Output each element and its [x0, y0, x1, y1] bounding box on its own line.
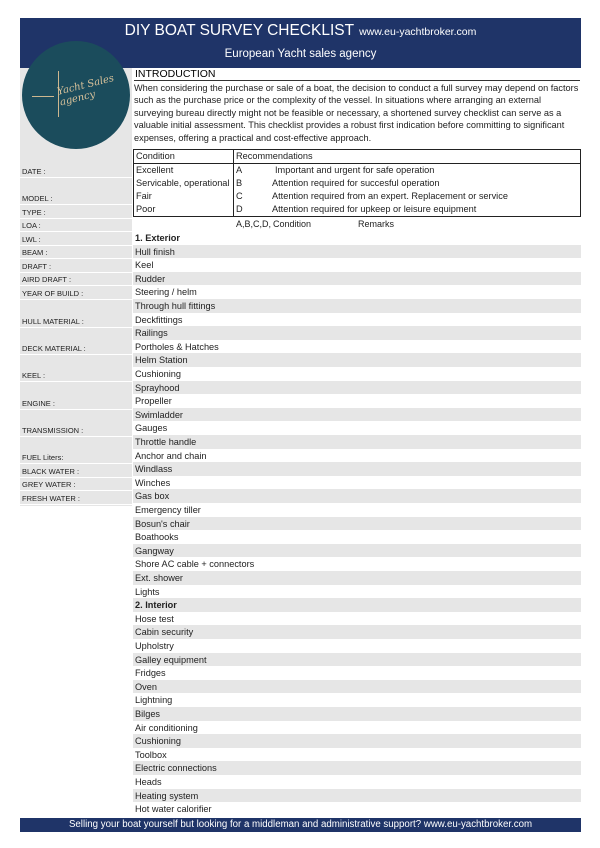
vessel-field-label: LOA : — [20, 219, 132, 232]
checklist-item: Upholstry — [135, 641, 174, 651]
vessel-field-label: TYPE : — [20, 206, 132, 219]
recommendation-text: Attention required for upkeep or leisure equipment — [272, 204, 477, 214]
condition-label: Fair — [136, 191, 152, 201]
checklist-item: Through hull fittings — [133, 299, 581, 313]
checklist-item: Portholes & Hatches — [135, 341, 219, 352]
document-title — [20, 22, 581, 40]
recommendation-code: D — [236, 204, 243, 214]
condition-label: Poor — [136, 204, 156, 214]
table-header-divider — [134, 163, 580, 164]
vessel-field-label: HULL MATERIAL : — [20, 315, 132, 328]
recommendation-code: A — [236, 165, 243, 175]
vessel-field-label: BLACK WATER : — [20, 465, 132, 478]
checklist-item: Ext. shower — [133, 571, 581, 585]
condition-label: Servicable, operational — [136, 178, 230, 188]
checklist-item: Heating system — [133, 789, 581, 803]
recommendation-text: Attention required from an expert. Replacement or service — [272, 191, 508, 201]
condition-label: Excellent — [136, 165, 174, 175]
vessel-field-label: DRAFT : — [20, 260, 132, 273]
logo-script-text: Yacht Sales agency — [56, 73, 116, 109]
recommendation-text: Important and urgent for safe operation — [275, 165, 435, 175]
checklist-item: Gas box — [133, 489, 581, 503]
vessel-field-label: KEEL : — [20, 369, 132, 382]
checklist-item: Galley equipment — [133, 653, 581, 667]
checklist-item: Anchor and chain — [135, 450, 207, 461]
vessel-field-label: GREY WATER : — [20, 478, 132, 491]
checklist-item: Keel — [135, 260, 154, 271]
intro-heading: INTRODUCTION — [135, 68, 216, 80]
condition-header: Condition — [136, 151, 175, 161]
vessel-field-label: AIRD DRAFT : — [20, 273, 132, 286]
checklist-item: Hot water calorifier — [135, 804, 212, 815]
checklist-item: Rudder — [133, 272, 581, 286]
checklist-item: Swimladder — [133, 408, 581, 422]
checklist-item: Deckfittings — [135, 314, 183, 325]
checklist-item: Hose test — [135, 613, 174, 624]
intro-divider — [134, 80, 580, 81]
checklist-item: Cushioning — [135, 369, 181, 379]
recommendation-code: C — [236, 191, 243, 201]
intro-text: When considering the purchase or sale of a boat, the decision to conduct a full survey may depend on factors such as the purchase price or the complexity of the vessel. In situations where arranging an external surveying bureau directly might not be feasible or necessary, a shortened survey checklist can serve as a valuable initial assessment. This checklist provides a robust first indication before committing to significant expenses, offering a practical and cost-effective approach. — [134, 83, 579, 143]
checklist-item: Gangway — [133, 544, 581, 558]
checklist-item: Electric connections — [133, 761, 581, 775]
checklist-item: Railings — [133, 326, 581, 340]
checklist-item: Toolbox — [135, 749, 167, 760]
recommendation-code: B — [236, 178, 243, 188]
title-text: DIY BOAT SURVEY CHECKLIST — [124, 22, 355, 39]
company-logo — [22, 41, 130, 149]
codes-column-header: A,B,C,D, — [236, 219, 272, 229]
vessel-field-label: BEAM : — [20, 246, 132, 259]
vessel-field-label: DATE : — [20, 165, 132, 178]
vessel-field-label: MODEL : — [20, 192, 132, 205]
checklist-section-heading: 2. Interior — [133, 598, 581, 612]
checklist-item: Bilges — [133, 707, 581, 721]
vessel-field-label: FUEL Liters: — [20, 451, 132, 464]
checklist-item: Cabin security — [133, 625, 581, 639]
vessel-field-label: FRESH WATER : — [20, 492, 132, 505]
checklist-item: Sprayhood — [133, 381, 581, 395]
checklist-item: Oven — [133, 680, 581, 694]
checklist-item: Helm Station — [133, 353, 581, 367]
checklist-item: Cushioning — [133, 734, 581, 748]
checklist-item: Throttle handle — [133, 435, 581, 449]
checklist-section-heading: 1. Exterior — [135, 233, 180, 243]
header-subtitle: European Yacht sales agency — [224, 48, 377, 60]
vessel-field-label: DECK MATERIAL : — [20, 342, 132, 355]
checklist-item: Boathooks — [135, 532, 179, 543]
checklist-item: Lightning — [135, 695, 173, 706]
checklist-item: Steering / helm — [135, 287, 197, 298]
checklist-item: Lights — [135, 586, 160, 597]
checklist-item: Gauges — [135, 423, 168, 434]
checklist-item: Air conditioning — [135, 722, 198, 733]
checklist-item: Shore AC cable + connectors — [135, 559, 255, 570]
vessel-field-label: YEAR OF BUILD : — [20, 287, 132, 300]
checklist-item: Fridges — [135, 668, 166, 679]
checklist-item: Bosun's chair — [133, 517, 581, 531]
vessel-field-label: LWL : — [20, 233, 132, 246]
ship-icon — [32, 88, 54, 97]
recommendations-header: Recommendations — [236, 151, 313, 161]
vessel-field-label: ENGINE : — [20, 397, 132, 410]
checklist-item: Emergency tiller — [135, 505, 201, 515]
condition-table — [133, 149, 581, 217]
footer-banner: Selling your boat yourself but looking for a middleman and administrative support? www.eu-yachtbroker.com — [20, 818, 581, 832]
condition-column-header: Condition — [273, 219, 312, 229]
header-website-link[interactable]: www.eu-yachtbroker.com — [359, 26, 477, 38]
remarks-column-header: Remarks — [358, 219, 395, 229]
table-column-divider — [233, 150, 234, 216]
checklist-item: Winches — [135, 477, 171, 488]
checklist-item: Propeller — [135, 396, 172, 407]
checklist-item: Hull finish — [133, 245, 581, 259]
checklist-item: Windlass — [133, 462, 581, 476]
recommendation-text: Attention required for succesful operation — [272, 178, 440, 188]
checklist-item: Heads — [135, 777, 162, 787]
vessel-field-label: TRANSMISSION : — [20, 424, 132, 437]
